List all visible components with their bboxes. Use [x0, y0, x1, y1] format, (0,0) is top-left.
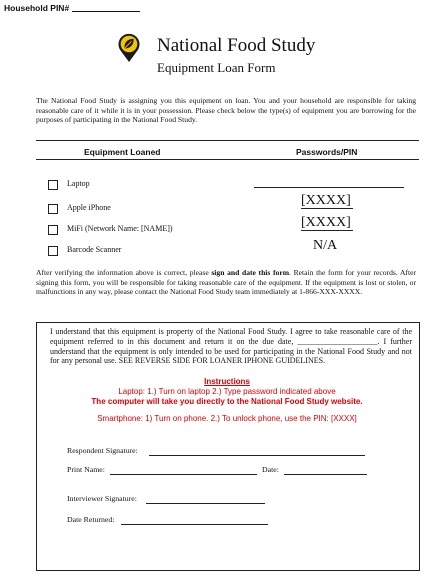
column-header-equipment: Equipment Loaned	[84, 147, 161, 157]
item-label-iphone: Apple iPhone	[67, 203, 111, 212]
household-pin	[4, 3, 140, 13]
password-iphone: [XXXX]	[301, 193, 351, 208]
checkbox-barcode-scanner[interactable]	[48, 246, 58, 256]
instructions-title: Instructions	[204, 377, 250, 386]
paragraph-text: . Retain the form for your records. After signing this form, you will be responsible for taking reasonable care of the equipment. If the equipment is lost or stolen, or malfunctions in any way, please contact the National Food Study team immediately at 1-866-XXX-XXXX.	[36, 268, 416, 297]
column-header-passwords: Passwords/PIN	[296, 147, 358, 157]
password-barcode-scanner: N/A	[313, 238, 338, 253]
date-returned-field[interactable]	[121, 524, 268, 525]
underline	[301, 208, 353, 209]
respondent-signature-label: Respondent Signature:	[67, 446, 138, 455]
item-label-laptop: Laptop	[67, 179, 90, 188]
checkbox-iphone[interactable]	[48, 204, 58, 214]
item-label-mifi: MiFi (Network Name: [NAME])	[67, 224, 173, 233]
page-subtitle: Equipment Loan Form	[157, 60, 276, 75]
map-pin-leaf-icon	[116, 33, 142, 63]
household-pin-label: Household PIN#	[4, 3, 70, 13]
interviewer-signature-field[interactable]	[146, 503, 265, 504]
underline	[301, 230, 353, 231]
date-field[interactable]	[284, 474, 367, 475]
paragraph-bold-text: sign and date this form	[211, 268, 290, 277]
smartphone-instructions: Smartphone: 1) Turn on phone. 2.) To unlock phone, use the PIN: [XXXX]	[97, 414, 357, 423]
respondent-signature-field[interactable]	[149, 455, 365, 456]
household-pin-field[interactable]	[72, 3, 140, 12]
date-label: Date:	[262, 465, 279, 474]
divider	[36, 159, 419, 160]
print-name-label: Print Name:	[67, 465, 105, 474]
instructions-paragraph	[36, 268, 416, 297]
laptop-instructions: Laptop: 1.) Turn on laptop 2.) Type password indicated above	[118, 387, 336, 396]
divider	[36, 140, 419, 141]
paragraph-text: After verifying the information above is correct, please	[36, 268, 212, 277]
intro-paragraph: The National Food Study is assigning you this equipment on loan. You and your household are responsible for taking reasonable care of it while it is in your possession. Please check below the type(s) of equipment you are borrowing for the purposes of participating in the National Food Study.	[36, 96, 416, 125]
item-label-barcode-scanner: Barcode Scanner	[67, 245, 122, 254]
checkbox-mifi[interactable]	[48, 225, 58, 235]
password-mifi: [XXXX]	[301, 215, 351, 230]
date-returned-label: Date Returned:	[67, 515, 115, 524]
print-name-field[interactable]	[110, 474, 257, 475]
computer-instructions: The computer will take you directly to the National Food Study website.	[91, 397, 363, 406]
agreement-text: I understand that this equipment is property of the National Food Study. I agree to take reasonable care of the equipment referred to in this document and return it on the due date, ____________________. I further understand that the equipment is only intended to be used for participating in the National Food Study and not for any personal use. SEE REVERSE SIDE FOR LOANER IPHONE GUIDELINES.	[50, 327, 412, 366]
page-title: National Food Study	[157, 35, 316, 56]
password-field-laptop[interactable]	[254, 187, 404, 188]
checkbox-laptop[interactable]	[48, 180, 58, 190]
interviewer-signature-label: Interviewer Signature:	[67, 494, 137, 503]
